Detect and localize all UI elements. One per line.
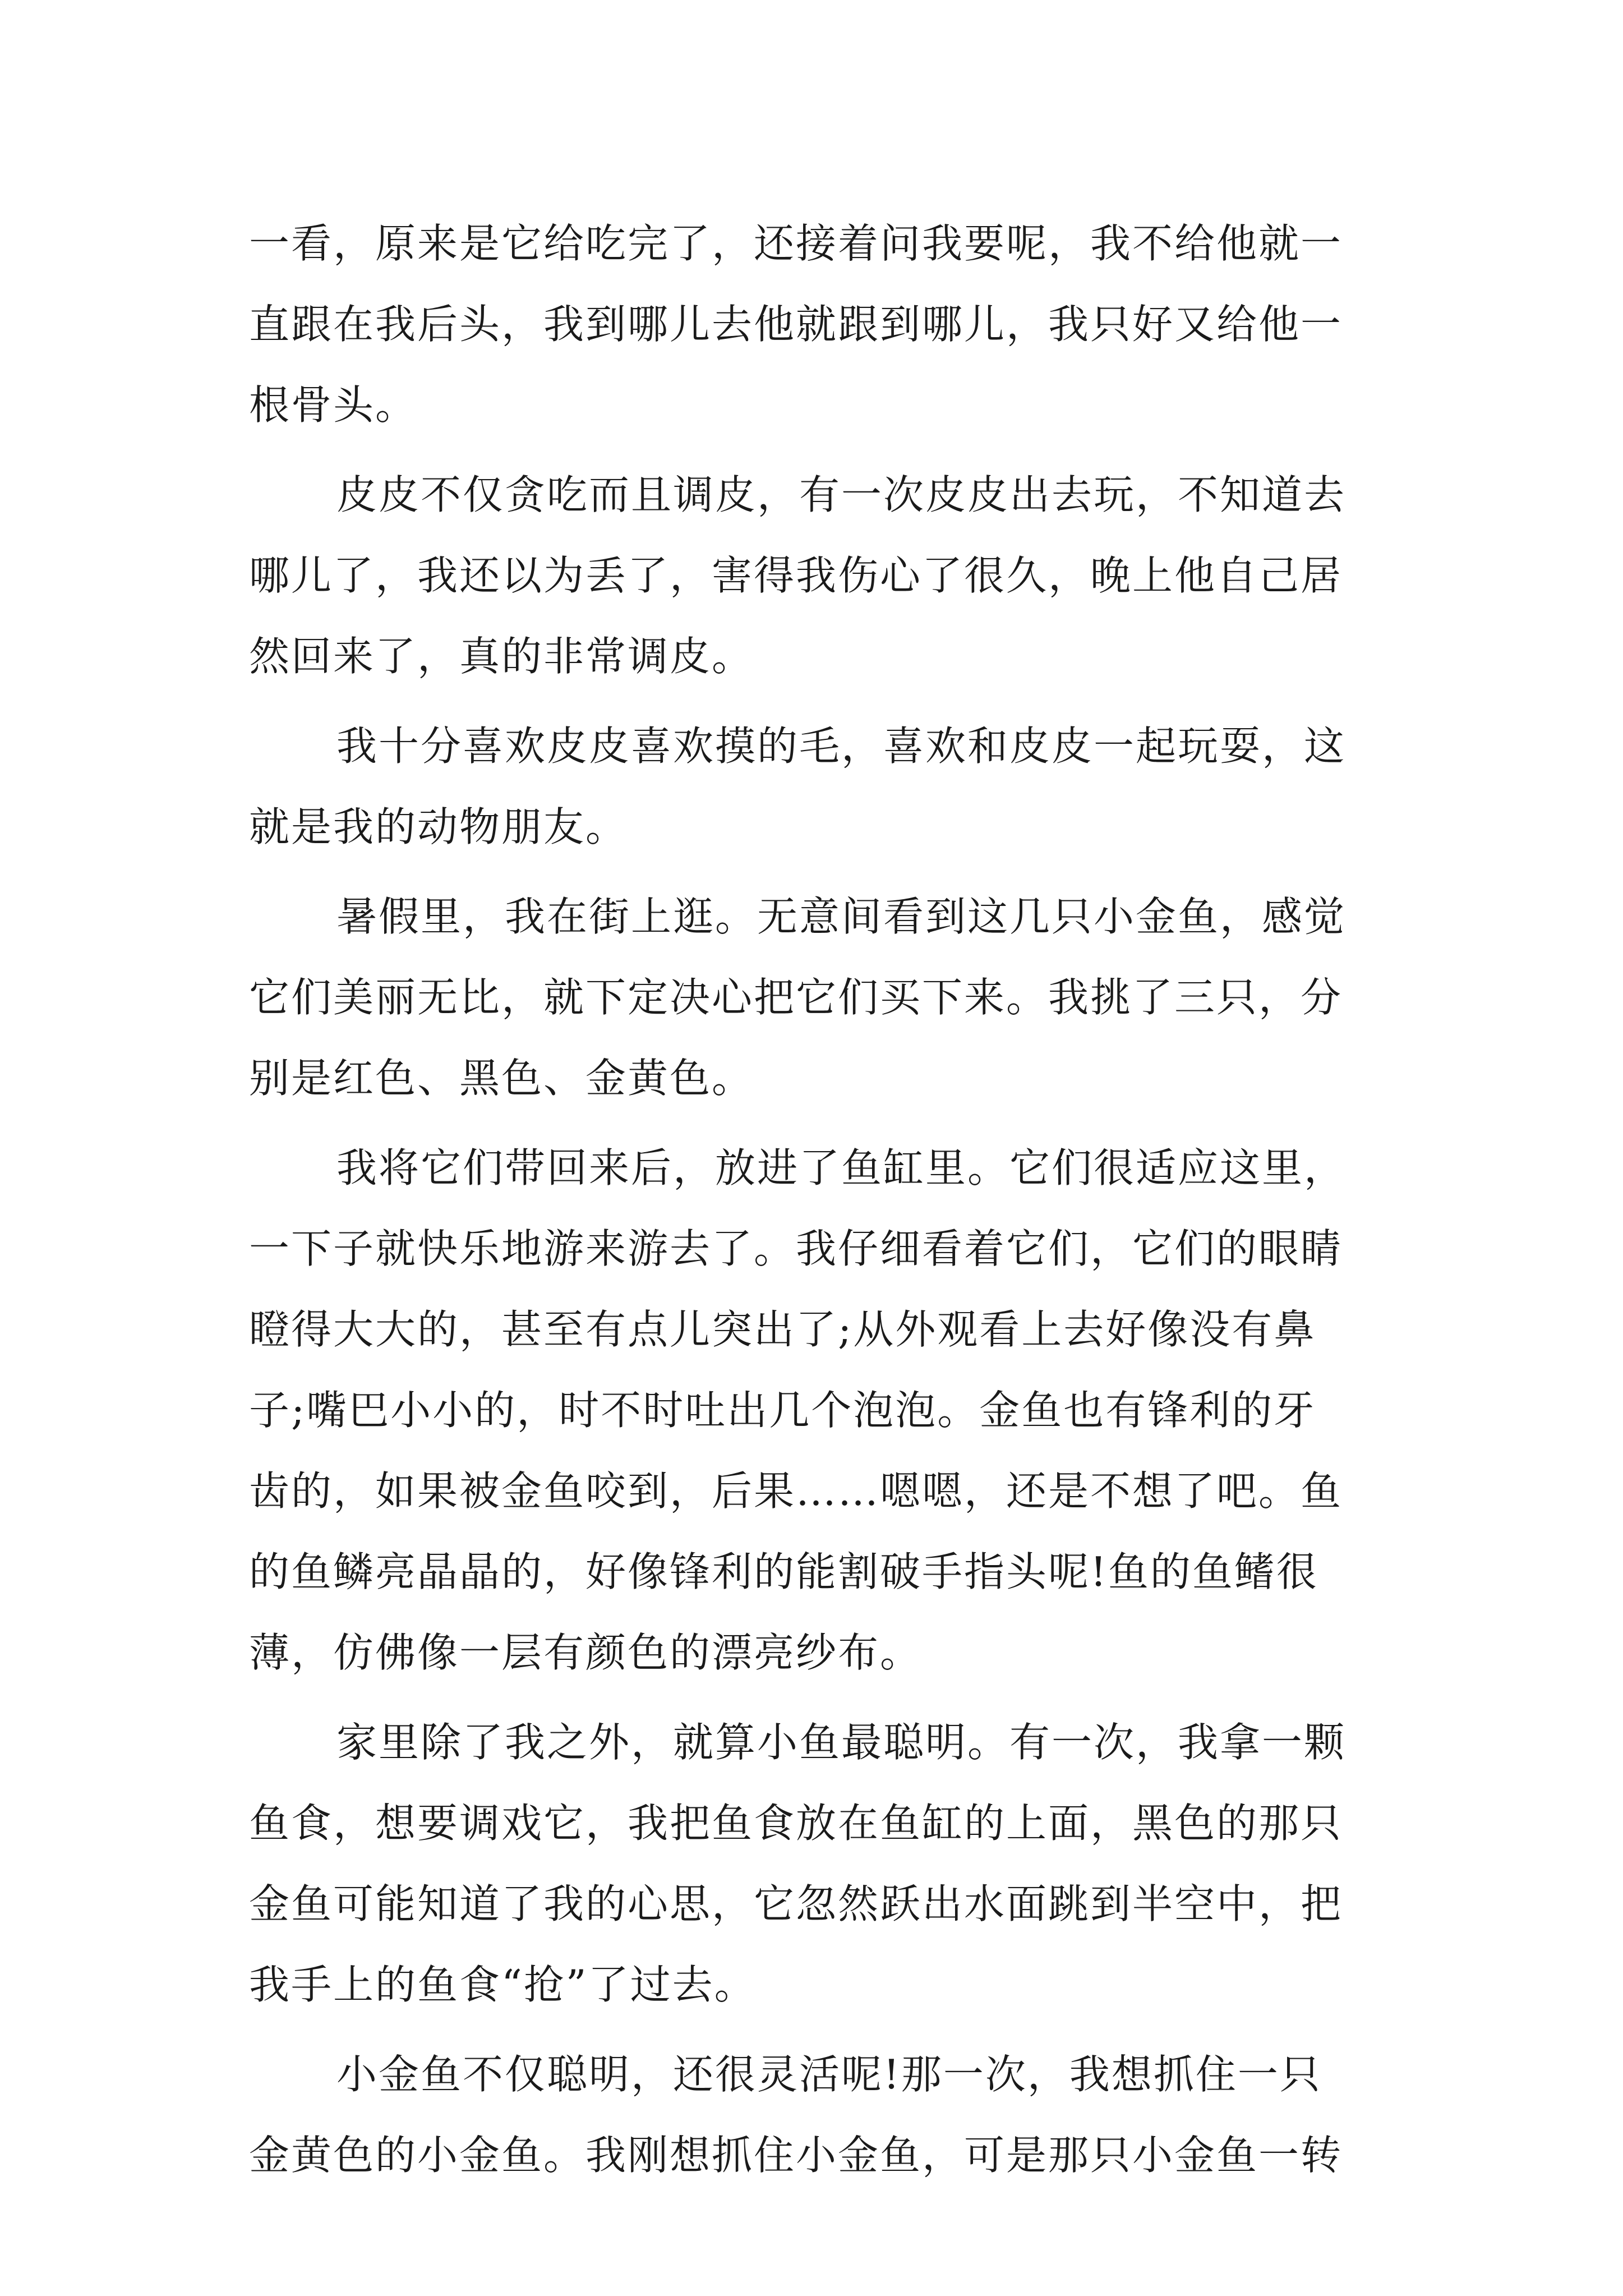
text-line: 别是红色、黑色、金黄色。 bbox=[249, 1055, 754, 1102]
text-line: 瞪得大大的，甚至有点儿突出了;从外观看上去好像没有鼻 bbox=[249, 1306, 1316, 1353]
text-line: 然回来了，真的非常调皮。 bbox=[249, 633, 754, 680]
text-line: 的鱼鳞亮晶晶的，好像锋利的能割破手指头呢!鱼的鱼鳍很 bbox=[249, 1548, 1318, 1595]
text-line: 它们美丽无比，就下定决心把它们买下来。我挑了三只，分 bbox=[249, 974, 1343, 1021]
text-line: 我手上的鱼食“抢”了过去。 bbox=[249, 1961, 757, 2008]
text-line: 直跟在我后头，我到哪儿去他就跟到哪儿，我只好又给他一 bbox=[249, 301, 1343, 348]
text-line: 鱼食，想要调戏它，我把鱼食放在鱼缸的上面，黑色的那只 bbox=[249, 1800, 1343, 1847]
text-line: 我将它们带回来后，放进了鱼缸里。它们很适应这里， bbox=[336, 1144, 1347, 1191]
text-line: 一看，原来是它给吃完了，还接着问我要呢，我不给他就一 bbox=[249, 220, 1343, 267]
text-line: 子;嘴巴小小的，时不时吐出几个泡泡。金鱼也有锋利的牙 bbox=[249, 1387, 1316, 1434]
text-line: 金鱼可能知道了我的心思，它忽然跃出水面跳到半空中，把 bbox=[249, 1880, 1343, 1927]
text-line: 哪儿了，我还以为丢了，害得我伤心了很久，晚上他自己居 bbox=[249, 552, 1343, 599]
text-line: 就是我的动物朋友。 bbox=[249, 803, 628, 850]
text-line: 小金鱼不仅聪明，还很灵活呢!那一次，我想抓住一只 bbox=[336, 2051, 1322, 2098]
text-line: 家里除了我之外，就算小鱼最聪明。有一次，我拿一颗 bbox=[336, 1719, 1347, 1766]
text-line: 薄，仿佛像一层有颜色的漂亮纱布。 bbox=[249, 1629, 923, 1676]
text-line: 一下子就快乐地游来游去了。我仔细看着它们，它们的眼睛 bbox=[249, 1225, 1343, 1272]
text-line: 根骨头。 bbox=[249, 381, 418, 429]
text-line: 我十分喜欢皮皮喜欢摸的毛，喜欢和皮皮一起玩耍，这 bbox=[336, 723, 1347, 770]
text-line: 皮皮不仅贪吃而且调皮，有一次皮皮出去玩，不知道去 bbox=[336, 471, 1347, 518]
text-line: 齿的，如果被金鱼咬到，后果……嗯嗯，还是不想了吧。鱼 bbox=[249, 1467, 1343, 1515]
text-line: 暑假里，我在街上逛。无意间看到这几只小金鱼，感觉 bbox=[336, 893, 1347, 940]
text-line: 金黄色的小金鱼。我刚想抓住小金鱼，可是那只小金鱼一转 bbox=[249, 2132, 1343, 2179]
body-text bbox=[249, 203, 1393, 2196]
